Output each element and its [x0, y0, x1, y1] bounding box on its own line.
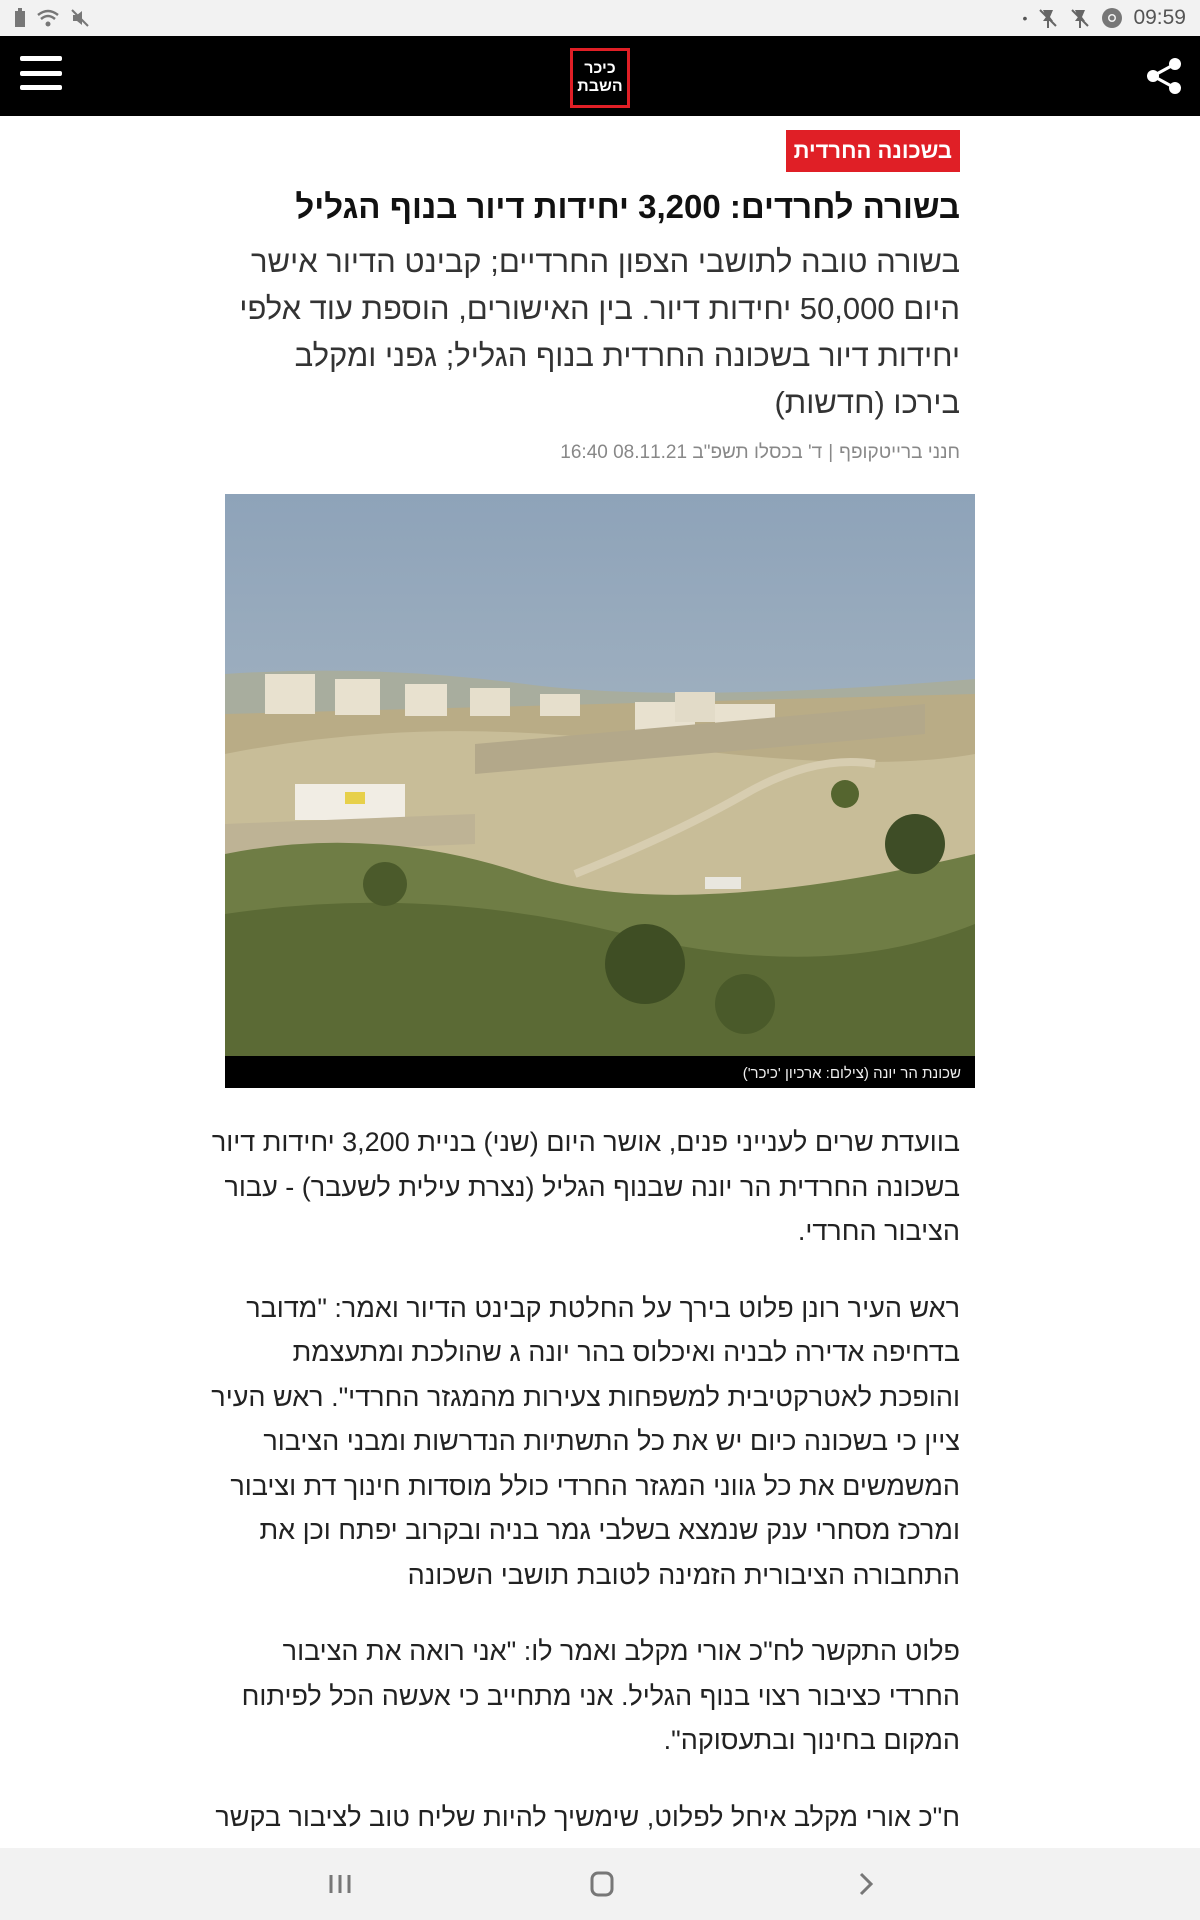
pin-icon	[1037, 7, 1059, 29]
publish-date: ד' בכסלו תשפ"ב 08.11.21 16:40	[560, 442, 823, 463]
article-body	[210, 1120, 960, 1871]
recent-apps-icon[interactable]	[322, 1866, 358, 1902]
status-right	[1023, 6, 1186, 30]
navigation-bar	[0, 1848, 1200, 1920]
home-icon[interactable]	[584, 1866, 620, 1902]
status-dot: •	[1022, 10, 1028, 26]
menu-line	[20, 85, 62, 90]
hamburger-menu-icon[interactable]	[20, 56, 62, 90]
chrome-icon	[1101, 7, 1123, 29]
logo-line-1: כיכר	[584, 60, 616, 77]
wifi-icon	[36, 8, 60, 28]
menu-line	[20, 56, 62, 61]
logo-line-2: השבת	[577, 78, 623, 95]
paragraph: ראש העיר רונן פלוט בירך על החלטת קבינט הדיור ואמר: "מדובר בדחיפה אדירה לבניה ואיכלוס בהר יונה ג שהולכת ומתעצמת והופכת לאטרקטיבית למשפחות צעירות מהמגזר החרדי". ראש העיר ציין כי בשכונה כיום יש את כל התשתיות הנדרשות ומבני הציבור המשמשים את כל גווני המגזר החרדי כולל מוסדות חינוך דת וציבור ומרכז מסחרי ענק שנמצא בשלבי גמר בניה ובקרוב יפתח וכן את התחבורה הציבורית הזמינה לטובת תושבי השכונה	[211, 1292, 960, 1590]
article-subtitle: בשורה טובה לתושבי הצפון החרדיים; קבינט הדיור אישר היום 50,000 יחידות דיור. בין האישורים, הוספת עוד אלפי יחידות דיור בשכונה החרדית בנוף הגליל; גפני ומקלב בירכו (חדשות)	[239, 244, 960, 420]
article-image[interactable]	[225, 494, 975, 1088]
photo	[225, 494, 975, 1056]
article-headline: בשורה לחרדים: 3,200 יחידות דיור בנוף הגליל	[295, 188, 960, 225]
battery-icon	[14, 8, 26, 28]
mute-icon	[70, 8, 90, 28]
status-bar	[0, 0, 1200, 36]
byline-separator: |	[828, 442, 834, 463]
app-bar	[0, 36, 1200, 116]
paragraph: בוועדת שרים לענייני פנים, אושר היום (שני) בניית 3,200 יחידות דיור בשכונה החרדית הר יונה שבנוף הגליל (נצרת עילית לשעבר) - עבור הציבור החרדי.	[211, 1127, 960, 1246]
category-tag[interactable]: בשכונה החרדית	[786, 130, 960, 172]
pin-icon	[1069, 7, 1091, 29]
status-left	[14, 8, 90, 28]
back-chevron-icon[interactable]	[848, 1866, 884, 1902]
byline	[225, 442, 960, 464]
paragraph: פלוט התקשר לח"כ אורי מקלב ואמר לו: "אני רואה את הציבור החרדי כציבור רצוי בנוף הגליל. אני מתחייב כי אעשה הכל לפיתוח המקום בחינוך ובתעסוקה".	[241, 1636, 960, 1755]
landscape-photo-illustration	[225, 494, 975, 1056]
paragraph: ח"כ אורי מקלב איחל לפלוט, שימשיך להיות שליח טוב לציבור בקשר	[215, 1801, 960, 1832]
image-caption: שכונת הר יונה (צילום: ארכיון 'כיכר')	[742, 1065, 961, 1082]
site-logo[interactable]	[570, 48, 630, 108]
author-name[interactable]: חנני ברייטקופף	[839, 442, 960, 463]
menu-line	[20, 71, 62, 76]
share-icon[interactable]	[1144, 56, 1184, 96]
status-time: 09:59	[1133, 6, 1186, 29]
